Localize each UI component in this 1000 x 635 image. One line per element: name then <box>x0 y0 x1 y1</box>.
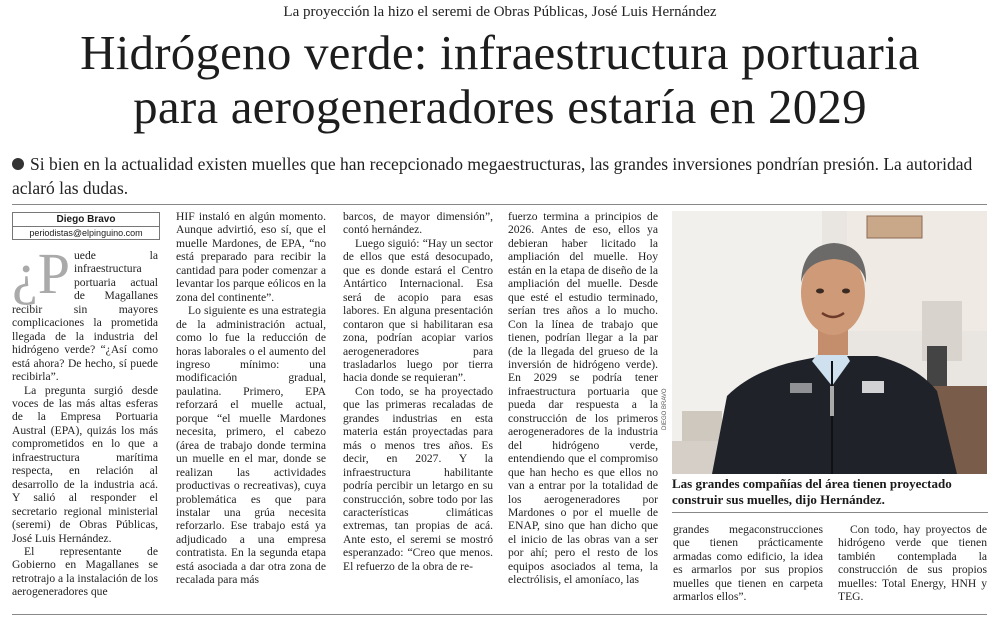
headline <box>0 26 1000 134</box>
byline-box <box>12 212 160 240</box>
paragraph: Lo siguiente es una estrategia de la administración actual, como lo fue la reducción de horas laborales o el aumento del ingreso mínimo: una modificación gradual, paulatina. Primero, EPA reforzará el muelle actual, porque “el muelle Mardones necesita, primero, el cabezo (área de trabajo donde termina un muelle en el mar, donde se realizan las actividades productivas o recreativas), cuya problemática es que para instalar una grúa necesita reforzarlo. Ese trabajo está ya adjudicado a una empresa contratista. En la segunda etapa está asociada a dar otra zona de recalada para más <box>176 304 326 587</box>
byline-email: periodistas@elpinguino.com <box>29 228 143 238</box>
article-column-6 <box>838 523 987 604</box>
paragraph: barcos, de mayor dimensión”, contó hernández. <box>343 210 493 237</box>
paragraph: El representante de Gobierno en Magallanes se retrotrajo a la instalación de los aerogeneradores que <box>12 544 158 599</box>
headline-line-1: Hidrógeno verde: infraestructura portuaria <box>80 25 920 80</box>
paragraph: HIF instaló en algún momento. Aunque advirtió, eso sí, que el muelle Mardones, de EPA, “no está preparado para recibir la cantidad para poder comenzar a levantar los parque eólicos en la zona del continente”. <box>176 210 326 304</box>
article-column-2 <box>176 210 326 587</box>
lead-paragraph <box>12 152 982 200</box>
paragraph: fuerzo termina a principios de 2026. Antes de eso, ellos ya debieran haber licitado la ampliación del muelle. Hoy están en la etapa de diseño de la ampliación del muelle. Desde que esté el estudio terminado, serían tres años a lo mucho. Con la línea de trabajo que tienen, podrían llegar a la par (de la llegada del grueso de la inversión de hidrógeno verde). En 2029 se podría tener infraestructura portuaria que pueda dar respuesta a la construcción de los primeros aerogeneradores de la industria del hidrógeno verde, entendiendo que el compromiso que han hecho es que ellos no van a entrar por la totalidad de los aerogeneradores por Mardones o por el muelle de ENAP, sino que han dicho que el inicio de las obras van a ser por ahí; pero el resto de los equipos asociados al tema, la electrólisis, el amoníaco, las <box>508 210 658 587</box>
paragraph: Luego siguió: “Hay un sector de ellos que está desocupado, que es donde estará el Centro Antártico Internacional. Esa será de acopio para esas labores. En alguna presentación contaron que si habilitaran esa zona, podrían acopiar varios aerogeneradores para trasladarlos luego por tierra hacia donde se requieran”. <box>343 236 493 385</box>
top-divider <box>12 204 987 205</box>
headline-line-2: para aerogeneradores estaría en 2029 <box>133 79 867 134</box>
lead-text: Si bien en la actualidad existen muelles que han recepcionado megaestructuras, las grandes inversiones pondrían presión. La autoridad aclaró las dudas. <box>12 154 973 198</box>
photo-caption: Las grandes compañías del área tienen proyectado construir sus muelles, dijo Hernández. <box>672 476 952 507</box>
photo-hernandez <box>672 211 987 474</box>
article-column-4 <box>508 210 658 587</box>
byline-author: Diego Bravo <box>13 213 159 227</box>
caption-divider <box>672 512 988 513</box>
paragraph: Con todo, hay proyectos de hidrógeno verde que tienen también contemplada la construcción de sus propios muelles: Total Energy, HNH y TEG. <box>838 523 987 604</box>
portrait-illustration <box>672 211 987 474</box>
paragraph: grandes megaconstrucciones que tienen prácticamente armadas como edificio, la idea es armarlos por sus propios muelles que tienen en carpeta armarlos ellos”. <box>673 523 823 604</box>
kicker: La proyección la hizo el seremi de Obras Públicas, José Luis Hernández <box>283 4 717 20</box>
photo-credit: DIEGO BRAVO <box>662 388 668 430</box>
bottom-divider <box>12 614 987 615</box>
drop-cap: ¿P <box>12 241 70 306</box>
article-column-1 <box>12 241 158 599</box>
article-column-5 <box>673 523 823 604</box>
paragraph: La pregunta surgió desde voces de las más altas esferas de la Empresa Portuaria Austral (EPA), quizás los más comprometidos en lo que a infraestructura marítima respecta, en relación al desarrollo de la industria acá. Y salió al responder el secretario regional ministerial (seremi) de Obras Públicas, José Luis Hernández. <box>12 383 158 545</box>
bullet-icon <box>12 158 24 170</box>
paragraph: uede la infraestructura portuaria actual de Magallanes recibir sin mayores complicaciones la prometida llegada de la industria del hidrógeno verde? “¿Así como está ahora? De hecho, sí puede recibirla”. <box>12 249 158 384</box>
paragraph: Con todo, se ha proyectado que las primeras recaladas de grandes industrias en esta materia están proyectadas para más o menos tres años. Es decir, en 2027. Y la infraestructura habilitante podría percibir un letargo en su construcción, sobre todo por las características climáticas extremas, tan propias de acá. Ante esto, el seremi se mostró esperanzado: “Creo que menos. El refuerzo de la obra de re- <box>343 384 493 573</box>
article-column-3 <box>343 210 493 573</box>
